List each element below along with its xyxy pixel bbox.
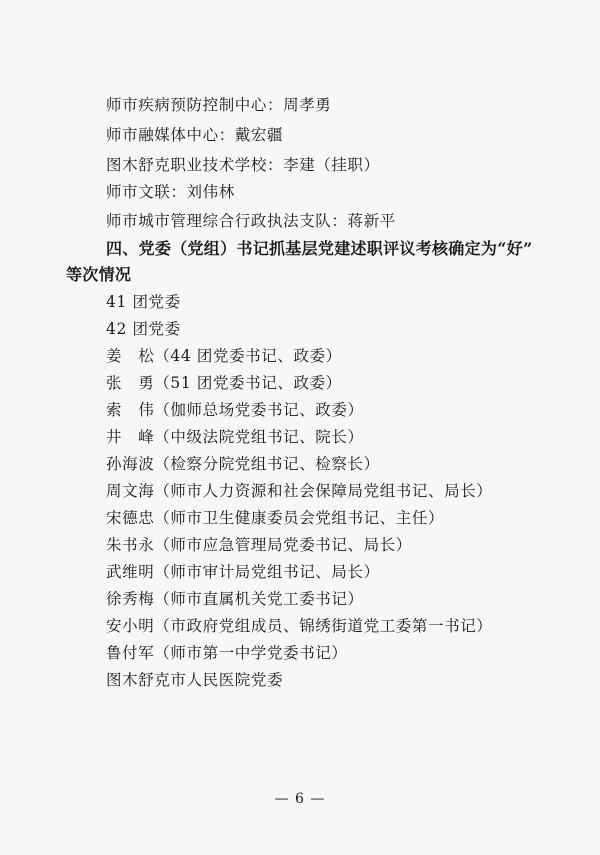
list-item: 索 伟（伽师总场党委书记、政委） [106, 401, 364, 419]
list-item: 42 团党委 [106, 320, 181, 338]
list-item: 鲁付军（师市第一中学党委书记） [106, 644, 348, 662]
list-item: 41 团党委 [106, 293, 181, 311]
text-line: 师市疾病预防控制中心：周孝勇 [106, 96, 332, 114]
list-item: 宋德忠（师市卫生健康委员会党组书记、主任） [106, 509, 445, 527]
list-item: 徐秀梅（师市直属机关党工委书记） [106, 590, 364, 608]
text-line: 图木舒克职业技术学校：李建（挂职） [106, 156, 380, 174]
list-item: 安小明（市政府党组成员、锦绣街道党工委第一书记） [106, 617, 493, 635]
text-line: 师市融媒体中心：戴宏疆 [106, 126, 284, 144]
text-line: 师市城市管理综合行政执法支队：蒋新平 [106, 212, 396, 230]
list-item: 周文海（师市人力资源和社会保障局党组书记、局长） [106, 482, 493, 500]
list-item: 姜 松（44 团党委书记、政委） [106, 347, 342, 365]
section-heading-line1: 四、党委（党组）书记抓基层党建述职评议考核确定为“好” [106, 239, 533, 258]
list-item: 孙海波（检察分院党组书记、检察长） [106, 455, 380, 473]
text-line: 师市文联：刘伟林 [106, 183, 235, 201]
list-item: 朱书永（师市应急管理局党委书记、局长） [106, 536, 412, 554]
list-item: 图木舒克市人民医院党委 [106, 671, 284, 689]
section-heading-line2: 等次情况 [66, 265, 132, 284]
list-item: 武维明（师市审计局党组书记、局长） [106, 563, 380, 581]
list-item: 井 峰（中级法院党组书记、院长） [106, 428, 364, 446]
page-number: — 6 — [274, 791, 326, 807]
list-item: 张 勇（51 团党委书记、政委） [106, 374, 342, 392]
